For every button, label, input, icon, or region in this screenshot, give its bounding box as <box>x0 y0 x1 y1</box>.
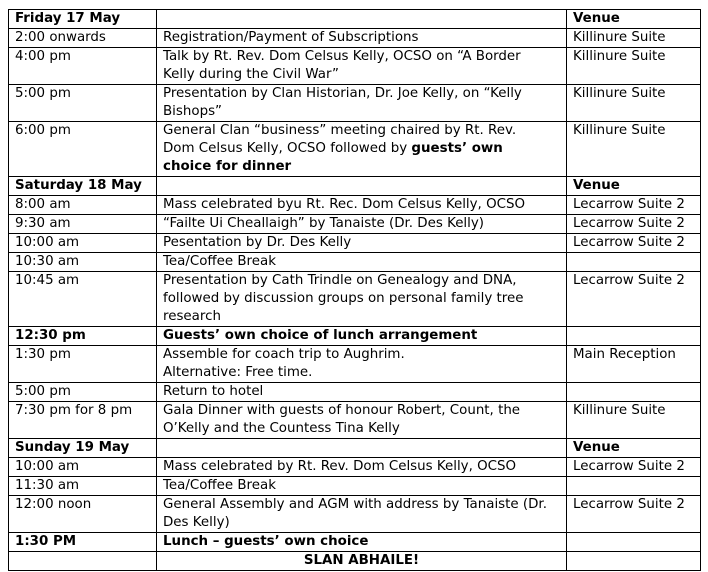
event-cell: General Clan “business” meeting chaired by Rt. Rev. Dom Celsus Kelly, OCSO followed by guests’ own choice for dinner <box>157 122 567 177</box>
table-row <box>9 196 701 215</box>
venue-cell <box>567 477 701 496</box>
time-cell: 11:30 am <box>9 477 157 496</box>
venue-cell: Killinure Suite <box>567 122 701 177</box>
day-label: Friday 17 May <box>9 10 157 29</box>
time-cell: 5:00 pm <box>9 383 157 402</box>
table-row <box>9 234 701 253</box>
table-row <box>9 48 701 85</box>
venue-cell: Lecarrow Suite 2 <box>567 196 701 215</box>
event-cell: Guests’ own choice of lunch arrangement <box>157 327 567 346</box>
time-cell: 6:00 pm <box>9 122 157 177</box>
time-cell: 4:00 pm <box>9 48 157 85</box>
time-cell: 10:30 am <box>9 253 157 272</box>
event-cell: Lunch – guests’ own choice <box>157 533 567 552</box>
event-cell: “Failte Ui Cheallaigh” by Tanaiste (Dr. Des Kelly) <box>157 215 567 234</box>
venue-cell: Killinure Suite <box>567 29 701 48</box>
table-row <box>9 85 701 122</box>
venue-cell: Lecarrow Suite 2 <box>567 458 701 477</box>
venue-cell: Killinure Suite <box>567 402 701 439</box>
closing-row <box>9 552 701 571</box>
time-cell: 7:30 pm for 8 pm <box>9 402 157 439</box>
venue-cell: Killinure Suite <box>567 48 701 85</box>
event-cell: Assemble for coach trip to Aughrim. Alternative: Free time. <box>157 346 567 383</box>
table-row <box>9 402 701 439</box>
day-label: Saturday 18 May <box>9 177 157 196</box>
event-cell: Tea/Coffee Break <box>157 253 567 272</box>
table-row <box>9 215 701 234</box>
table-row <box>9 327 701 346</box>
venue-cell: Killinure Suite <box>567 85 701 122</box>
time-cell: 9:30 am <box>9 215 157 234</box>
venue-header: Venue <box>567 10 701 29</box>
venue-cell: Lecarrow Suite 2 <box>567 215 701 234</box>
event-cell: Gala Dinner with guests of honour Robert, Count, the O’Kelly and the Countess Tina Kelly <box>157 402 567 439</box>
day-label: Sunday 19 May <box>9 439 157 458</box>
venue-cell <box>567 253 701 272</box>
event-cell: Pesentation by Dr. Des Kelly <box>157 234 567 253</box>
event-cell: General Assembly and AGM with address by Tanaiste (Dr. Des Kelly) <box>157 496 567 533</box>
time-cell: 8:00 am <box>9 196 157 215</box>
time-cell: 10:45 am <box>9 272 157 327</box>
event-cell: Presentation by Clan Historian, Dr. Joe Kelly, on “Kelly Bishops” <box>157 85 567 122</box>
venue-cell <box>567 327 701 346</box>
venue-cell: Lecarrow Suite 2 <box>567 234 701 253</box>
event-cell: Tea/Coffee Break <box>157 477 567 496</box>
event-cell: Mass celebrated byu Rt. Rec. Dom Celsus Kelly, OCSO <box>157 196 567 215</box>
venue-cell: Main Reception <box>567 346 701 383</box>
venue-header: Venue <box>567 177 701 196</box>
venue-header: Venue <box>567 439 701 458</box>
event-schedule-table <box>8 9 701 571</box>
event-cell: Mass celebrated by Rt. Rev. Dom Celsus Kelly, OCSO <box>157 458 567 477</box>
venue-cell <box>567 383 701 402</box>
time-cell: 12:00 noon <box>9 496 157 533</box>
table-row <box>9 253 701 272</box>
time-cell: 5:00 pm <box>9 85 157 122</box>
time-cell: 12:30 pm <box>9 327 157 346</box>
table-row <box>9 533 701 552</box>
venue-cell <box>567 533 701 552</box>
time-cell: 2:00 onwards <box>9 29 157 48</box>
time-cell: 1:30 PM <box>9 533 157 552</box>
time-cell: 10:00 am <box>9 234 157 253</box>
table-row <box>9 477 701 496</box>
day-header-row <box>9 177 701 196</box>
venue-cell: Lecarrow Suite 2 <box>567 496 701 533</box>
table-row <box>9 458 701 477</box>
event-cell: Registration/Payment of Subscriptions <box>157 29 567 48</box>
day-header-row <box>9 10 701 29</box>
time-cell: 1:30 pm <box>9 346 157 383</box>
time-cell: 10:00 am <box>9 458 157 477</box>
table-row <box>9 496 701 533</box>
table-row <box>9 272 701 327</box>
event-cell: Return to hotel <box>157 383 567 402</box>
event-cell: Talk by Rt. Rev. Dom Celsus Kelly, OCSO on “A Border Kelly during the Civil War” <box>157 48 567 85</box>
table-row <box>9 346 701 383</box>
closing-text: SLAN ABHAILE! <box>157 552 567 571</box>
table-row <box>9 383 701 402</box>
table-row <box>9 29 701 48</box>
table-row <box>9 122 701 177</box>
venue-cell: Lecarrow Suite 2 <box>567 272 701 327</box>
event-cell: Presentation by Cath Trindle on Genealogy and DNA, followed by discussion groups on personal family tree research <box>157 272 567 327</box>
day-header-row <box>9 439 701 458</box>
